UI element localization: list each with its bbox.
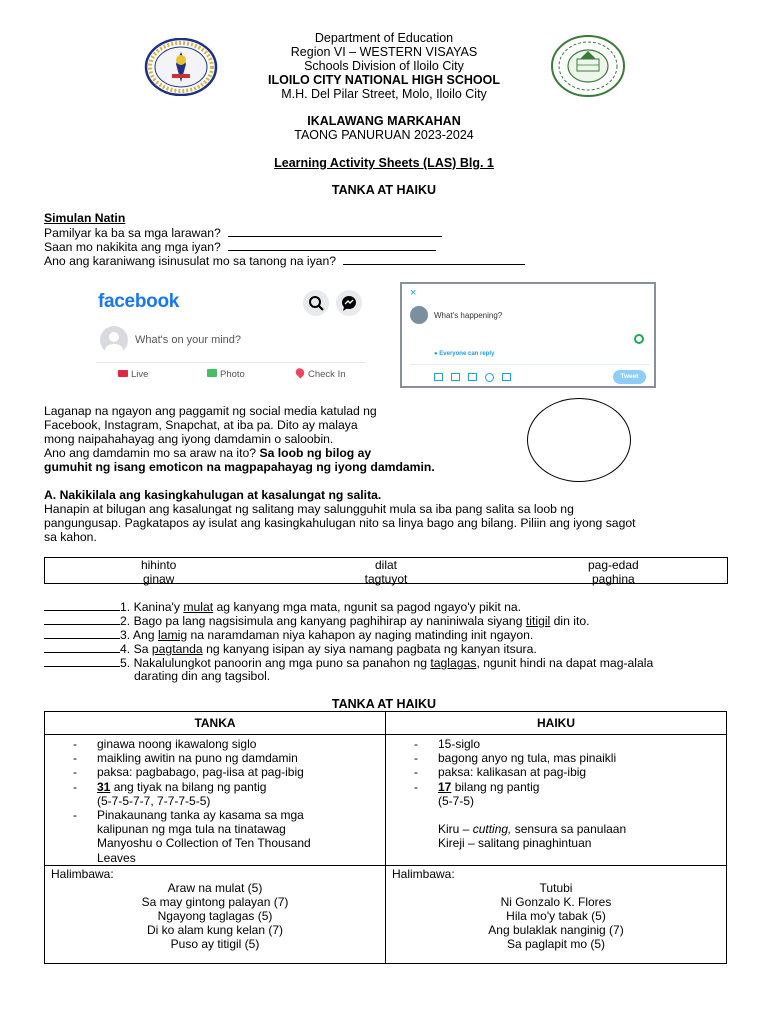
list-item xyxy=(45,808,385,822)
underlined-word: lamig xyxy=(157,628,188,642)
poem-line: Ngayong taglagas (5) xyxy=(157,908,273,923)
bullet-dash: - xyxy=(414,751,418,766)
answer-line[interactable] xyxy=(44,641,120,653)
list-item-text: bagong anyo ng tula, mas pinaikli xyxy=(438,751,617,766)
location-pin-icon xyxy=(294,366,306,378)
syllable-count: 17 xyxy=(438,779,452,794)
list-item-text: ginawa noong ikawalong siglo xyxy=(97,737,257,751)
fb-live-button[interactable] xyxy=(118,369,148,380)
choice-word: hihinto xyxy=(140,558,177,572)
topic-title: TANKA AT HAIKU xyxy=(331,183,437,197)
term-kiru-italic: cutting, xyxy=(472,822,512,837)
section-a-inst-2: pangungusap. Pagkatapos ay isulat ang kasingkahulugan nito sa linya bago ang bilang. Piliin ang iyong sagot xyxy=(44,516,636,530)
choice-word: pag-edad xyxy=(587,558,639,572)
user-silhouette-icon xyxy=(100,326,128,354)
tw-toolbar xyxy=(434,373,514,381)
list-item xyxy=(386,822,726,836)
para-line-4 xyxy=(44,446,371,460)
list-item-text: Manyoshu o Collection of Ten Thousand xyxy=(97,836,311,851)
list-item xyxy=(45,765,385,779)
syllable-pattern: (5-7-5-7-7, 7-7-7-5-5) xyxy=(97,793,211,808)
list-item xyxy=(45,780,385,794)
fb-checkin-button[interactable] xyxy=(296,368,346,380)
choice-word: tagtuyot xyxy=(364,572,408,586)
para-line-1: Laganap na ngayon ang paggamit ng social media katulad ng xyxy=(44,404,377,418)
fb-composer-prompt[interactable]: What's on your mind? xyxy=(135,334,242,346)
list-item xyxy=(45,836,385,850)
list-item xyxy=(45,794,385,808)
tw-divider xyxy=(410,364,650,365)
tanka-characteristics xyxy=(45,735,386,866)
list-item xyxy=(386,765,726,779)
list-item-text: paksa: pagbabago, pag-iisa at pag-ibig xyxy=(97,765,304,780)
list-item-text: paksa: kalikasan at pag-ibig xyxy=(438,765,587,780)
answer-line[interactable] xyxy=(44,613,120,625)
list-item-text: kalipunan ng mga tula na tinatawag xyxy=(97,822,286,837)
table-row-examples xyxy=(45,865,727,963)
emoji-icon[interactable] xyxy=(485,373,494,382)
fb-live-label: Live xyxy=(131,369,149,380)
haiku-example-cell xyxy=(386,865,727,963)
messenger-icon xyxy=(336,290,362,316)
example-label: Halimbawa: xyxy=(392,866,455,881)
fb-avatar xyxy=(100,326,128,354)
example-label: Halimbawa: xyxy=(51,866,114,881)
section-a-inst-1: Hanapin at bilugan ang kasalungat ng salitang may salungguhit mula sa iba pang salita sa loob ng xyxy=(44,502,574,516)
item-number: 5. xyxy=(120,656,131,670)
answer-line-q2[interactable] xyxy=(228,239,436,251)
item-text: na naramdaman niya kahapon ay naging matinding init ngayon. xyxy=(187,628,534,642)
item-text: Nakalulungkot panoorin ang mga puno sa panahon ng xyxy=(133,656,431,670)
header-school: ILOILO CITY NATIONAL HIGH SCHOOL xyxy=(268,73,500,87)
column-header-tanka: TANKA xyxy=(45,712,386,735)
poem-author: Ni Gonzalo K. Flores xyxy=(500,894,612,909)
poem-line: Di ko alam kung kelan (7) xyxy=(146,922,284,937)
list-item xyxy=(386,836,726,850)
syllable-count: 31 xyxy=(97,779,111,794)
intro-q2: Saan mo nakikita ang mga iyan? xyxy=(44,240,221,254)
tw-tweet-button[interactable]: Tweet xyxy=(613,370,646,384)
list-item-text: 15-siglo xyxy=(438,737,481,751)
comparison-title: TANKA AT HAIKU xyxy=(331,697,437,711)
poem-line: Sa may gintong palayan (7) xyxy=(141,894,289,909)
exercise-item xyxy=(44,627,533,642)
tw-progress-icon xyxy=(634,334,644,344)
tanka-example-cell xyxy=(45,865,386,963)
para-instruction-a: Sa loob ng bilog ay xyxy=(259,446,372,460)
underlined-word: pagtanda xyxy=(151,642,203,656)
choice-word: dilat xyxy=(374,558,397,572)
list-item-text: Pinakaunang tanka ay kasama sa mga xyxy=(97,808,304,823)
answer-line-q3[interactable] xyxy=(343,253,525,265)
gif-icon[interactable] xyxy=(451,373,460,381)
para-line-3: mong naipahahayag ang iyong damdamin o saloobin. xyxy=(44,432,334,446)
poem-line: Sa paglapit mo (5) xyxy=(506,936,606,951)
video-camera-icon xyxy=(118,370,128,377)
underlined-word: taglagas xyxy=(430,656,477,670)
exercise-item xyxy=(44,655,653,670)
bullet-dash: - xyxy=(73,765,77,780)
syllable-pattern: (5-7-5) xyxy=(438,793,475,808)
exercise-item xyxy=(44,599,521,614)
list-item xyxy=(386,751,726,765)
intro-q2-row xyxy=(44,239,436,254)
word-choice-box xyxy=(44,557,728,584)
table-row-characteristics xyxy=(45,735,727,866)
header-division: Schools Division of Iloilo City xyxy=(304,59,464,73)
list-item xyxy=(45,851,385,865)
search-icon xyxy=(303,290,329,316)
tw-reply-setting[interactable] xyxy=(434,351,494,357)
item-number: 3. xyxy=(120,628,131,642)
fb-messenger-button[interactable] xyxy=(336,290,362,316)
intro-q3-row xyxy=(44,253,525,268)
answer-line-q1[interactable] xyxy=(228,225,442,237)
item-number: 1. xyxy=(120,600,131,614)
term-kireji: Kireji – salitang pinaghintuan xyxy=(438,836,592,851)
choice-word: ginaw xyxy=(142,572,175,586)
term-kiru-def: sensura sa panulaan xyxy=(511,822,627,837)
list-item xyxy=(45,751,385,765)
underlined-word: titigil xyxy=(525,614,551,628)
list-item-text: bilang ng pantig xyxy=(451,779,540,794)
answer-line[interactable] xyxy=(44,655,120,667)
header-school-year: TAONG PANURUAN 2023-2024 xyxy=(294,128,474,142)
las-title-wrap xyxy=(0,156,768,170)
intro-q3: Ano ang karaniwang isinusulat mo sa tanong na iyan? xyxy=(44,254,337,268)
intro-q1: Pamilyar ka ba sa mga larawan? xyxy=(44,226,221,240)
globe-icon: ● xyxy=(434,351,438,357)
tw-reply-label: Everyone can reply xyxy=(439,351,495,357)
tw-close-icon[interactable]: × xyxy=(410,287,417,299)
fb-photo-button[interactable] xyxy=(207,369,245,380)
item-5-continuation: darating din ang tagsibol. xyxy=(134,669,271,683)
para-line-2: Facebook, Instagram, Snapchat, at iba pa. Dito ay malaya xyxy=(44,418,358,432)
list-item xyxy=(386,737,726,751)
facebook-logo: facebook xyxy=(98,291,180,312)
image-icon[interactable] xyxy=(434,373,443,381)
choice-word: paghina xyxy=(591,572,635,586)
choice-row xyxy=(45,572,727,586)
item-text: din ito. xyxy=(550,614,590,628)
fb-photo-label: Photo xyxy=(220,369,245,380)
list-item-text: Leaves xyxy=(97,850,136,865)
emoticon-drawing-circle[interactable] xyxy=(527,398,631,482)
bullet-dash: - xyxy=(414,779,418,794)
poem-line: Araw na mulat (5) xyxy=(167,880,263,895)
list-item-text: ang tiyak na bilang ng pantig xyxy=(110,779,267,794)
intro-heading: Simulan Natin xyxy=(44,211,126,225)
poem-title: Tutubi xyxy=(539,880,573,895)
choice-row xyxy=(45,558,727,572)
fb-search-button[interactable] xyxy=(303,290,329,316)
fb-checkin-label: Check In xyxy=(308,369,346,380)
list-item-text: maikling awitin na puno ng damdamin xyxy=(97,751,298,766)
list-item xyxy=(386,780,726,794)
item-text: Kanina'y xyxy=(133,600,184,614)
item-text: , ngunit hindi na dapat mag-alala xyxy=(476,656,654,670)
header-quarter: IKALAWANG MARKAHAN xyxy=(307,114,461,128)
exercise-item xyxy=(44,641,537,656)
section-a-title: A. Nakikilala ang kasingkahulugan at kasalungat ng salita. xyxy=(44,488,382,502)
header-address: M.H. Del Pilar Street, Molo, Iloilo City xyxy=(281,87,487,101)
bullet-dash: - xyxy=(73,737,77,751)
poem-line: Puso ay titigil (5) xyxy=(170,936,260,951)
answer-line[interactable] xyxy=(44,627,120,639)
item-text: Sa xyxy=(133,642,152,656)
poll-icon[interactable] xyxy=(468,373,477,381)
term-kiru: Kiru – xyxy=(438,822,473,837)
list-item xyxy=(45,737,385,751)
item-text: ng kanyang isipan ay siya namang pagbata ng kanyan itsura. xyxy=(202,642,537,656)
photo-icon xyxy=(207,369,217,377)
underlined-word: mulat xyxy=(183,600,214,614)
para-instruction-b: gumuhit ng isang emoticon na magpapahayag ng iyong damdamin. xyxy=(44,460,435,474)
para-question: Ano ang damdamin mo sa araw na ito? xyxy=(44,446,257,460)
tanka-haiku-table xyxy=(44,711,727,964)
poem-line: Hila mo'y tabak (5) xyxy=(506,908,606,923)
bullet-dash: - xyxy=(73,779,77,794)
section-a-inst-3: sa kahon. xyxy=(44,530,97,544)
item-number: 4. xyxy=(120,642,131,656)
exercise-item xyxy=(44,613,590,628)
list-item xyxy=(386,808,726,822)
header-department: Department of Education xyxy=(314,31,454,45)
bullet-dash: - xyxy=(73,808,77,823)
haiku-characteristics xyxy=(386,735,727,866)
answer-line[interactable] xyxy=(44,599,120,611)
list-item xyxy=(45,822,385,836)
tw-avatar xyxy=(410,306,428,324)
item-text: Ang xyxy=(132,628,158,642)
bullet-dash: - xyxy=(414,765,418,780)
list-item xyxy=(386,794,726,808)
poem-line: Ang bulaklak nanginig (7) xyxy=(488,922,624,937)
item-text: ag kanyang mga mata, ngunit sa pagod ngayo'y pikit na. xyxy=(213,600,522,614)
bullet-dash: - xyxy=(414,737,418,751)
item-text: Bago pa lang nagsisimula ang kanyang paghihirap ay naniniwala siyang xyxy=(133,614,526,628)
tw-composer-prompt[interactable]: What's happening? xyxy=(434,311,503,320)
schedule-icon[interactable] xyxy=(502,373,511,381)
las-title: Learning Activity Sheets (LAS) Blg. 1 xyxy=(274,156,494,170)
intro-q1-row xyxy=(44,225,442,240)
fb-divider xyxy=(96,362,366,363)
bullet-dash: - xyxy=(73,751,77,766)
header-region: Region VI – WESTERN VISAYAS xyxy=(290,45,478,59)
item-number: 2. xyxy=(120,614,131,628)
table-header-row xyxy=(45,712,727,735)
column-header-haiku: HAIKU xyxy=(386,712,727,735)
